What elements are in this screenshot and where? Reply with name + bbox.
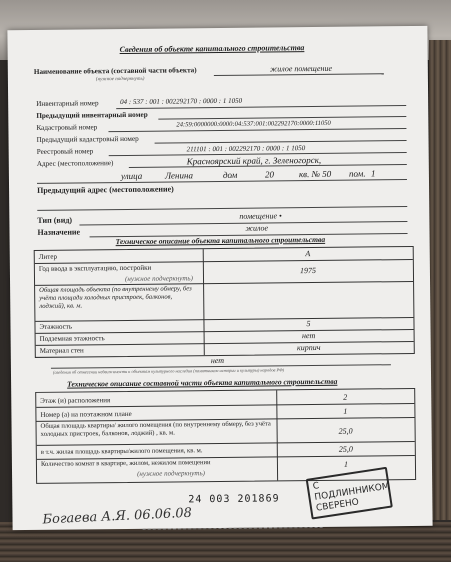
addr-room-label: пом. — [348, 168, 366, 179]
t2-value-rooms: 1 — [343, 459, 349, 469]
reg-label: Реестровый номер — [36, 147, 94, 156]
inv-value: 04 : 537 : 001 : 002292170 : 0000 : 1 1050 — [120, 96, 243, 107]
name-hint: (нужное подчеркнуть) — [95, 76, 145, 83]
t1-value-area — [203, 295, 413, 297]
table2 — [35, 388, 416, 484]
reg-value: 211101 : 001 : 002292170 : 0000 : 1 1050 — [186, 144, 306, 154]
t1-label-liter: Литер — [38, 252, 57, 261]
t1-label-underground: Подземная этажность — [39, 334, 105, 343]
t2-label-floor: Этаж (и) расположения — [40, 396, 111, 405]
table1 — [34, 246, 415, 358]
serial-number: 24 003 201869 — [188, 493, 280, 506]
t2-value-total-area: 25,0 — [338, 426, 353, 436]
table2-title: Техническое описание составной части объекта капитального строительства — [67, 376, 338, 389]
t1-value-underground: нет — [301, 331, 316, 341]
t1-label-area: Общая площадь объекта (по внутреннему обмеру, без учёта площади холодных пристроек, балконов, лоджий), кв. м. — [39, 285, 192, 310]
addr-house-label: дом — [222, 169, 238, 180]
cad-value: 24:59:0000000:0000:04:537:001:002292170:0000:11050 — [176, 119, 331, 129]
t2-label-rooms: Количество комнат в квартире, жилом, нежилом помещении — [40, 459, 211, 468]
cultural-value: нет — [210, 355, 225, 366]
t1-label-walls: Материал стен — [39, 346, 84, 355]
addr-street: Ленина — [164, 170, 194, 181]
t2-hint-rooms: (нужное подчеркнуть) — [137, 469, 205, 478]
background-right — [429, 40, 451, 520]
cad-label: Кадастровый номер — [36, 123, 98, 132]
cultural-note: (сведения об отнесении недвижимости к объектам культурного наследия (памятникам истории и культуры) народов РФ) — [52, 367, 285, 375]
t1-hint-year: (нужное подчеркнуть) — [124, 274, 193, 283]
addr-label: Адрес (местоположение) — [36, 159, 114, 168]
purpose-value: жилое — [245, 223, 269, 233]
table1-title: Техническое описание объекта капитального строительства — [115, 234, 326, 247]
name-label: Наименование объекта (составной части объекта) — [33, 66, 197, 76]
t1-value-year: 1975 — [299, 265, 316, 276]
t1-value-walls: кирпич — [296, 342, 321, 353]
prev-inv-label: Предыдущий инвентарный номер — [36, 110, 148, 120]
verification-stamp: С ПОДЛИННИКОМ СВЕРЕНО — [306, 467, 393, 520]
t2-label-plan-number: Номер (а) на поэтажном плане — [40, 409, 132, 419]
t2-value-plan-number: 1 — [343, 406, 348, 416]
handwritten-signature: Богаева А.Я. 06.06.08 — [42, 505, 193, 528]
addr-house: 20 — [264, 169, 274, 180]
t2-label-total-area: Общая площадь квартиры/ жилого помещения (по внутреннему обмеру, без учёта холодных пристроек, балконов, лоджий) , кв. м. — [40, 420, 271, 438]
prev-cad-label: Предыдущий кадастровый номер — [36, 134, 139, 144]
type-label: Тип (вид) — [37, 215, 73, 225]
addr-apt: кв. № 50 — [298, 168, 332, 180]
addr-room: 1 — [370, 168, 376, 179]
purpose-label: Назначение — [37, 227, 81, 237]
t1-value-floors: 5 — [306, 319, 311, 329]
type-value: помещение • — [239, 211, 282, 221]
prev-addr-label: Предыдущий адрес (местоположение) — [37, 184, 174, 195]
document-title: Сведения об объекте капитального строительства — [119, 43, 305, 55]
inv-label: Инвентарный номер — [36, 99, 99, 108]
addr-street-label: улица — [120, 170, 143, 182]
t2-label-living-area: в т.ч. жилая площадь квартиры/жилого помещения, кв. м. — [40, 447, 203, 456]
name-value: жилое помещение — [269, 63, 333, 74]
t1-label-year: Год ввода в эксплуатацию, постройки — [38, 263, 152, 273]
t1-label-floors: Этажность — [39, 322, 73, 331]
t2-value-floor: 2 — [343, 392, 348, 402]
t2-value-living-area: 25,0 — [338, 444, 353, 454]
document-page — [7, 26, 432, 530]
addr-value: Красноярский край, г. Зеленогорск, — [186, 154, 322, 167]
t1-value-liter: А — [305, 249, 311, 259]
